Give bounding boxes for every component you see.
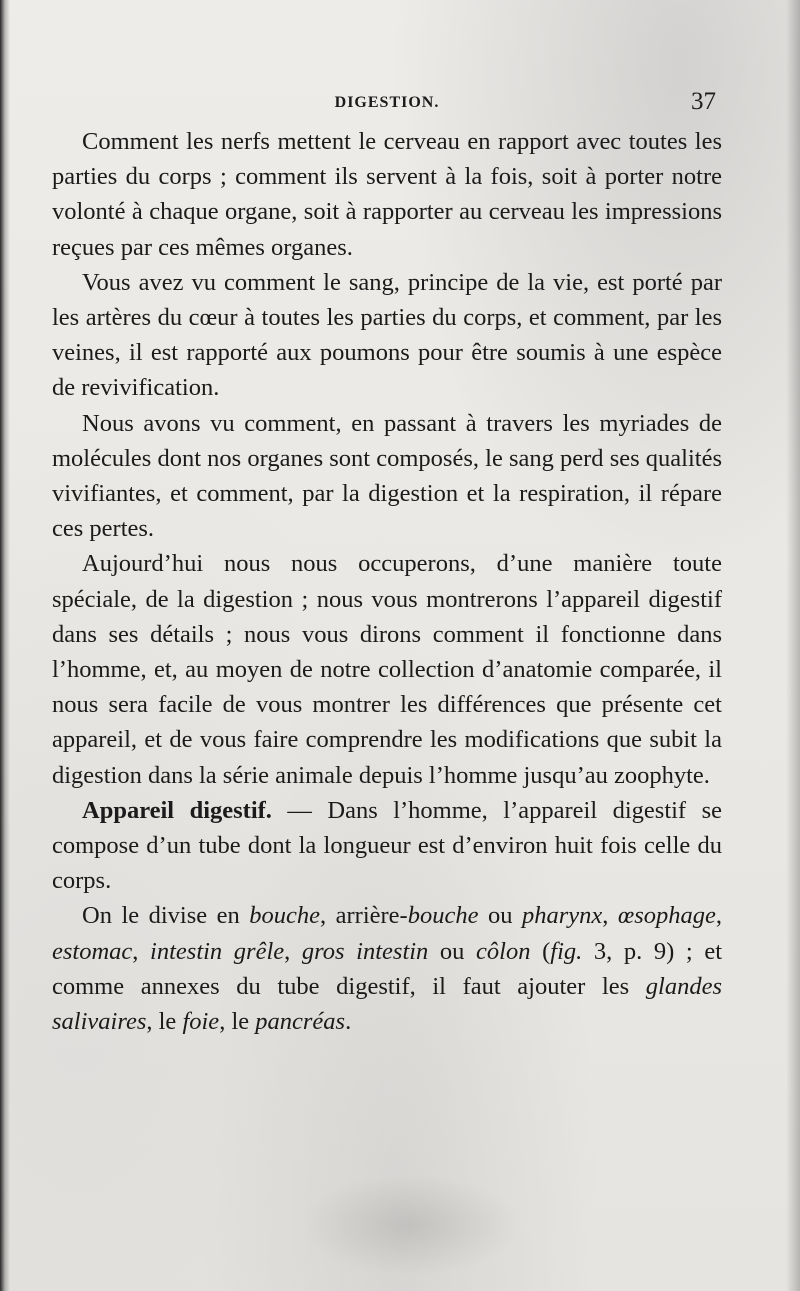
italic-term: estomac xyxy=(52,937,133,965)
text-span: ou xyxy=(478,902,522,930)
page-edge-shadow xyxy=(786,0,800,1291)
page-header xyxy=(52,88,722,118)
text-span: . xyxy=(345,1008,352,1036)
italic-term: bouche xyxy=(407,902,479,930)
italic-term: intestin grêle xyxy=(150,937,285,965)
paragraph-4: Aujourd’hui nous nous occuperons, d’une manière toute spéciale, de la digestion ; nous vous montrerons l’appareil digestif dans ses détails ; nous vous dirons comment il fonctionne dans l’homme, et, au moyen de notre collection d’anatomie comparée, il nous sera facile de vous montrer les différences que présente cet appareil, et de vous faire comprendre les modifications que subit la digestion dans la série animale depuis l’homme jusqu’au zoophyte. xyxy=(52,550,722,789)
paper-stain xyxy=(290,1170,530,1280)
italic-term: gros intestin xyxy=(301,937,429,965)
italic-term: fig. xyxy=(550,937,583,965)
text-span: , le xyxy=(146,1008,183,1036)
paragraph-2: Vous avez vu comment le sang, principe de la vie, est porté par les artères du cœur à toutes les parties du corps, et comment, par les veines, il est rapporté aux poumons pour être soumis à une espèce de revivification. xyxy=(52,268,722,402)
text-span: ( xyxy=(530,937,551,965)
text-span: , arrière- xyxy=(320,902,408,930)
italic-term: pancréas xyxy=(255,1008,346,1036)
text-span: , xyxy=(284,937,302,965)
text-span: , le xyxy=(219,1008,256,1036)
text-span: 3, p. 9) ; et comme annexes du tube digestif, il faut ajouter les xyxy=(52,937,722,1000)
italic-term: œsophage xyxy=(617,902,716,930)
italic-term: pharynx xyxy=(521,902,603,930)
page-gutter-shadow xyxy=(0,0,10,1291)
paragraph-6 xyxy=(52,898,722,1039)
italic-term: bouche xyxy=(249,902,321,930)
section-heading: Appareil digestif. xyxy=(82,796,272,824)
body-text xyxy=(52,124,722,1039)
page-number: 37 xyxy=(691,88,716,115)
text-span: , xyxy=(602,902,618,930)
text-span: ou xyxy=(428,937,477,965)
running-title: DIGESTION. xyxy=(334,94,440,111)
paragraph-5 xyxy=(52,793,722,899)
italic-term: glandes salivaires xyxy=(52,972,722,1036)
text-span: , xyxy=(715,902,722,930)
text-span: On le divise en xyxy=(82,902,250,930)
text-span: , xyxy=(132,937,151,965)
italic-term: côlon xyxy=(476,937,531,965)
paragraph-3: Nous avons vu comment, en passant à travers les myriades de molécules dont nos organes sont composés, le sang perd ses qualités vivifiantes, et comment, par la digestion et la respiration, il répare ces pertes. xyxy=(52,409,722,543)
paragraph-1: Comment les nerfs mettent le cerveau en rapport avec toutes les parties du corps ; comment ils servent à la fois, soit à porter notre volonté à chaque organe, soit à rapporter au cerveau les impressions reçues par ces mêmes organes. xyxy=(52,128,722,261)
italic-term: foie xyxy=(182,1008,220,1036)
paragraph-5-text: — Dans l’homme, l’appareil digestif se compose d’un tube dont la longueur est d’environ huit fois celle du corps. xyxy=(52,796,722,895)
